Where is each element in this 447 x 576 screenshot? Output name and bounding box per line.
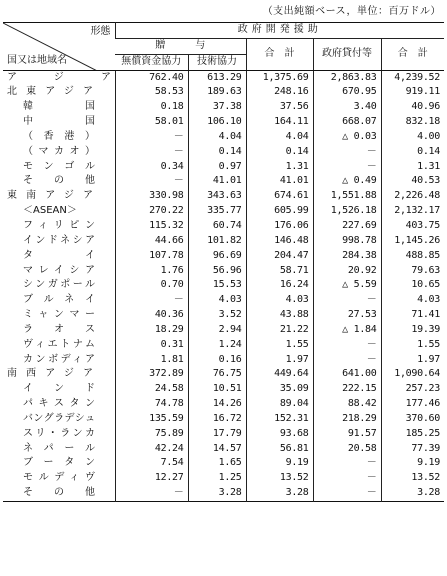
cell-sub: 4.04 xyxy=(246,130,313,145)
cell-loan: 1,526.18 xyxy=(313,204,381,219)
row-region-label: 北東アジア xyxy=(7,86,93,98)
cell-tech: 189.63 xyxy=(188,85,246,100)
cell-tech: 41.01 xyxy=(188,174,246,189)
cell-loan: 3.40 xyxy=(313,100,381,115)
table-row xyxy=(3,219,444,234)
header-corner xyxy=(3,23,115,71)
row-region-name xyxy=(3,204,115,219)
cell-sub: 605.99 xyxy=(246,204,313,219)
row-region-label: ヴィエトナム xyxy=(23,338,95,350)
cell-total: 79.63 xyxy=(381,264,444,279)
cell-grant: 58.53 xyxy=(115,85,188,100)
cell-loan: 88.42 xyxy=(313,397,381,412)
cell-sub: 9.19 xyxy=(246,456,313,471)
cell-loan: 1,551.88 xyxy=(313,189,381,204)
cell-tech: 56.96 xyxy=(188,264,246,279)
cell-sub: 1,375.69 xyxy=(246,70,313,85)
cell-sub: 21.22 xyxy=(246,323,313,338)
cell-loan: 641.00 xyxy=(313,367,381,382)
cell-loan: － xyxy=(313,293,381,308)
cell-tech: 343.63 xyxy=(188,189,246,204)
row-region-name xyxy=(3,130,115,145)
table-row xyxy=(3,353,444,368)
cell-sub: 13.52 xyxy=(246,471,313,486)
cell-sub: 449.64 xyxy=(246,367,313,382)
cell-total: 185.25 xyxy=(381,427,444,442)
cell-loan: － xyxy=(313,145,381,160)
cell-grant: 115.32 xyxy=(115,219,188,234)
cell-loan: 227.69 xyxy=(313,219,381,234)
cell-loan: － xyxy=(313,338,381,353)
table-row xyxy=(3,145,444,160)
oda-table xyxy=(3,22,444,502)
row-region-label: パキスタン xyxy=(23,398,95,410)
cell-tech: 1.65 xyxy=(188,456,246,471)
row-region-name xyxy=(3,234,115,249)
row-region-name xyxy=(3,293,115,308)
cell-grant: 18.29 xyxy=(115,323,188,338)
cell-loan: 222.15 xyxy=(313,382,381,397)
table-row xyxy=(3,160,444,175)
cell-tech: 4.04 xyxy=(188,130,246,145)
row-region-name xyxy=(3,100,115,115)
cell-tech: 60.74 xyxy=(188,219,246,234)
cell-tech: 335.77 xyxy=(188,204,246,219)
row-region-label: （香港） xyxy=(23,130,95,142)
row-region-label: インドネシア xyxy=(23,234,95,246)
corner-top-label: 形態 xyxy=(90,26,111,37)
cell-tech: 1.25 xyxy=(188,471,246,486)
cell-tech: 4.03 xyxy=(188,293,246,308)
cell-total: 370.60 xyxy=(381,412,444,427)
cell-sub: 146.48 xyxy=(246,234,313,249)
cell-total: 4.00 xyxy=(381,130,444,145)
row-region-name xyxy=(3,249,115,264)
corner-bottom-label: 国又は地域名 xyxy=(7,54,67,66)
table-row xyxy=(3,397,444,412)
row-region-name xyxy=(3,308,115,323)
cell-grant: 1.76 xyxy=(115,264,188,279)
row-region-name xyxy=(3,486,115,501)
cell-grant: － xyxy=(115,486,188,501)
table-row xyxy=(3,456,444,471)
cell-loan: △ 5.59 xyxy=(313,278,381,293)
cell-tech: 14.26 xyxy=(188,397,246,412)
row-region-name xyxy=(3,70,115,85)
row-region-label: マレイシア xyxy=(23,264,95,276)
cell-total: 832.18 xyxy=(381,115,444,130)
cell-total: 4,239.52 xyxy=(381,70,444,85)
cell-loan: － xyxy=(313,160,381,175)
cell-grant: 40.36 xyxy=(115,308,188,323)
cell-grant: 58.01 xyxy=(115,115,188,130)
cell-total: 257.23 xyxy=(381,382,444,397)
row-region-label: バングラデシュ xyxy=(23,412,95,424)
table-row xyxy=(3,249,444,264)
cell-total: 13.52 xyxy=(381,471,444,486)
row-region-label: インド xyxy=(23,383,95,395)
cell-loan: △ 1.84 xyxy=(313,323,381,338)
cell-grant: － xyxy=(115,174,188,189)
cell-sub: 37.56 xyxy=(246,100,313,115)
cell-grant: 75.89 xyxy=(115,427,188,442)
cell-tech: 17.79 xyxy=(188,427,246,442)
row-region-name xyxy=(3,397,115,412)
table-row xyxy=(3,293,444,308)
header-loan: 政府貸付等 xyxy=(313,38,381,70)
cell-tech: 3.52 xyxy=(188,308,246,323)
row-region-name xyxy=(3,189,115,204)
row-region-label: スリ・ランカ xyxy=(23,427,95,439)
row-region-name xyxy=(3,338,115,353)
cell-grant: 0.70 xyxy=(115,278,188,293)
cell-tech: 16.72 xyxy=(188,412,246,427)
row-region-label: シンガポール xyxy=(23,279,95,291)
cell-loan: － xyxy=(313,456,381,471)
cell-sub: 58.71 xyxy=(246,264,313,279)
cell-total: 2,226.48 xyxy=(381,189,444,204)
row-region-name xyxy=(3,442,115,457)
row-region-name xyxy=(3,471,115,486)
table-row xyxy=(3,471,444,486)
cell-total: 19.39 xyxy=(381,323,444,338)
cell-grant: 107.78 xyxy=(115,249,188,264)
cell-total: 71.41 xyxy=(381,308,444,323)
row-region-label: 中国 xyxy=(23,116,95,128)
row-region-label: （マカオ） xyxy=(23,145,95,157)
table-row xyxy=(3,174,444,189)
cell-loan: 20.92 xyxy=(313,264,381,279)
row-region-label: 南西アジア xyxy=(7,368,93,380)
table-row xyxy=(3,382,444,397)
row-region-label: カンボディア xyxy=(23,353,95,365)
header-subtotal: 合 計 xyxy=(246,38,313,70)
table-row xyxy=(3,486,444,501)
header-gift: 贈 与 xyxy=(115,38,246,54)
cell-sub: 164.11 xyxy=(246,115,313,130)
cell-total: 40.96 xyxy=(381,100,444,115)
row-region-name xyxy=(3,323,115,338)
row-region-name xyxy=(3,353,115,368)
cell-sub: 56.81 xyxy=(246,442,313,457)
row-region-name xyxy=(3,427,115,442)
cell-sub: 1.31 xyxy=(246,160,313,175)
cell-total: 77.39 xyxy=(381,442,444,457)
cell-grant: 44.66 xyxy=(115,234,188,249)
cell-grant: 7.54 xyxy=(115,456,188,471)
cell-grant: 135.59 xyxy=(115,412,188,427)
row-region-name xyxy=(3,160,115,175)
cell-tech: 10.51 xyxy=(188,382,246,397)
cell-loan: △ 0.03 xyxy=(313,130,381,145)
table-row xyxy=(3,100,444,115)
cell-sub: 674.61 xyxy=(246,189,313,204)
cell-tech: 2.94 xyxy=(188,323,246,338)
cell-grant: 1.81 xyxy=(115,353,188,368)
row-region-label: フィリピン xyxy=(23,219,95,231)
cell-loan: 998.78 xyxy=(313,234,381,249)
cell-total: 1,145.26 xyxy=(381,234,444,249)
cell-tech: 106.10 xyxy=(188,115,246,130)
cell-loan: － xyxy=(313,471,381,486)
cell-tech: 1.24 xyxy=(188,338,246,353)
row-region-label: 韓国 xyxy=(23,101,95,113)
table-row xyxy=(3,338,444,353)
cell-total: 1.55 xyxy=(381,338,444,353)
cell-total: 1.31 xyxy=(381,160,444,175)
table-row xyxy=(3,442,444,457)
cell-sub: 204.47 xyxy=(246,249,313,264)
row-region-name xyxy=(3,412,115,427)
cell-grant: 0.34 xyxy=(115,160,188,175)
row-region-name xyxy=(3,456,115,471)
row-region-label: モルディヴ xyxy=(23,472,95,484)
table-row xyxy=(3,70,444,85)
cell-tech: 96.69 xyxy=(188,249,246,264)
cell-grant: 0.18 xyxy=(115,100,188,115)
cell-sub: 0.14 xyxy=(246,145,313,160)
table-row xyxy=(3,115,444,130)
cell-grant: － xyxy=(115,130,188,145)
row-region-name xyxy=(3,278,115,293)
row-region-label: ラオス xyxy=(23,323,95,335)
row-region-name xyxy=(3,219,115,234)
cell-sub: 176.06 xyxy=(246,219,313,234)
cell-sub: 1.97 xyxy=(246,353,313,368)
row-region-label: ブルネイ xyxy=(23,294,95,306)
cell-grant: 24.58 xyxy=(115,382,188,397)
row-region-label: ブータン xyxy=(23,457,95,469)
table-row xyxy=(3,189,444,204)
cell-grant: － xyxy=(115,293,188,308)
cell-sub: 3.28 xyxy=(246,486,313,501)
cell-total: 2,132.17 xyxy=(381,204,444,219)
header-total: 合 計 xyxy=(381,38,444,70)
unit-note: （支出純額ベース，単位：百万ドル） xyxy=(262,6,441,17)
cell-sub: 1.55 xyxy=(246,338,313,353)
row-region-label: モンゴル xyxy=(23,160,95,172)
cell-loan: 27.53 xyxy=(313,308,381,323)
cell-sub: 35.09 xyxy=(246,382,313,397)
header-tech: 技術協力 xyxy=(188,54,246,70)
cell-loan: 668.07 xyxy=(313,115,381,130)
cell-sub: 43.88 xyxy=(246,308,313,323)
cell-grant: 12.27 xyxy=(115,471,188,486)
cell-tech: 3.28 xyxy=(188,486,246,501)
cell-loan: － xyxy=(313,353,381,368)
row-region-name xyxy=(3,382,115,397)
cell-total: 488.85 xyxy=(381,249,444,264)
table-row xyxy=(3,323,444,338)
cell-grant: 762.40 xyxy=(115,70,188,85)
cell-total: 10.65 xyxy=(381,278,444,293)
cell-grant: － xyxy=(115,145,188,160)
cell-sub: 4.03 xyxy=(246,293,313,308)
table-row xyxy=(3,234,444,249)
cell-total: 403.75 xyxy=(381,219,444,234)
cell-sub: 152.31 xyxy=(246,412,313,427)
cell-tech: 14.57 xyxy=(188,442,246,457)
cell-sub: 93.68 xyxy=(246,427,313,442)
cell-sub: 248.16 xyxy=(246,85,313,100)
row-region-label: 東南アジア xyxy=(7,190,93,202)
cell-sub: 89.04 xyxy=(246,397,313,412)
table-row xyxy=(3,308,444,323)
cell-grant: 74.78 xyxy=(115,397,188,412)
cell-loan: 91.57 xyxy=(313,427,381,442)
cell-loan: 670.95 xyxy=(313,85,381,100)
cell-total: 3.28 xyxy=(381,486,444,501)
cell-loan: － xyxy=(313,486,381,501)
cell-tech: 15.53 xyxy=(188,278,246,293)
cell-grant: 372.89 xyxy=(115,367,188,382)
cell-grant: 270.22 xyxy=(115,204,188,219)
cell-tech: 0.16 xyxy=(188,353,246,368)
table-row xyxy=(3,204,444,219)
table-body xyxy=(3,70,444,501)
header-title: 政府開発援助 xyxy=(115,23,444,39)
row-region-name xyxy=(3,367,115,382)
table-row xyxy=(3,278,444,293)
cell-grant: 42.24 xyxy=(115,442,188,457)
cell-tech: 613.29 xyxy=(188,70,246,85)
cell-grant: 0.31 xyxy=(115,338,188,353)
cell-loan: 218.29 xyxy=(313,412,381,427)
row-region-name xyxy=(3,145,115,160)
table-row xyxy=(3,264,444,279)
row-region-name xyxy=(3,115,115,130)
row-region-label: ネパール xyxy=(23,442,95,454)
cell-tech: 76.75 xyxy=(188,367,246,382)
cell-total: 40.53 xyxy=(381,174,444,189)
cell-tech: 0.14 xyxy=(188,145,246,160)
cell-loan: 284.38 xyxy=(313,249,381,264)
table-row xyxy=(3,130,444,145)
row-region-label: タイ xyxy=(23,249,95,261)
header-grant: 無償資金協力 xyxy=(115,54,188,70)
table-row xyxy=(3,412,444,427)
table-row xyxy=(3,427,444,442)
cell-loan: 20.58 xyxy=(313,442,381,457)
cell-total: 919.11 xyxy=(381,85,444,100)
cell-grant: 330.98 xyxy=(115,189,188,204)
row-region-label: その他 xyxy=(23,175,95,187)
cell-total: 4.03 xyxy=(381,293,444,308)
cell-loan: △ 0.49 xyxy=(313,174,381,189)
cell-tech: 101.82 xyxy=(188,234,246,249)
cell-tech: 37.38 xyxy=(188,100,246,115)
table-row xyxy=(3,367,444,382)
row-region-label: その他 xyxy=(23,487,95,499)
cell-sub: 41.01 xyxy=(246,174,313,189)
row-region-label: ＜ASEAN＞ xyxy=(23,205,77,217)
cell-total: 1.97 xyxy=(381,353,444,368)
cell-tech: 0.97 xyxy=(188,160,246,175)
cell-loan: 2,863.83 xyxy=(313,70,381,85)
cell-total: 9.19 xyxy=(381,456,444,471)
cell-total: 1,090.64 xyxy=(381,367,444,382)
row-region-name xyxy=(3,174,115,189)
row-region-label: ミャンマー xyxy=(23,309,95,321)
table-row xyxy=(3,85,444,100)
cell-sub: 16.24 xyxy=(246,278,313,293)
cell-total: 0.14 xyxy=(381,145,444,160)
row-region-name xyxy=(3,85,115,100)
cell-total: 177.46 xyxy=(381,397,444,412)
row-region-label: アジア xyxy=(7,71,111,83)
row-region-name xyxy=(3,264,115,279)
